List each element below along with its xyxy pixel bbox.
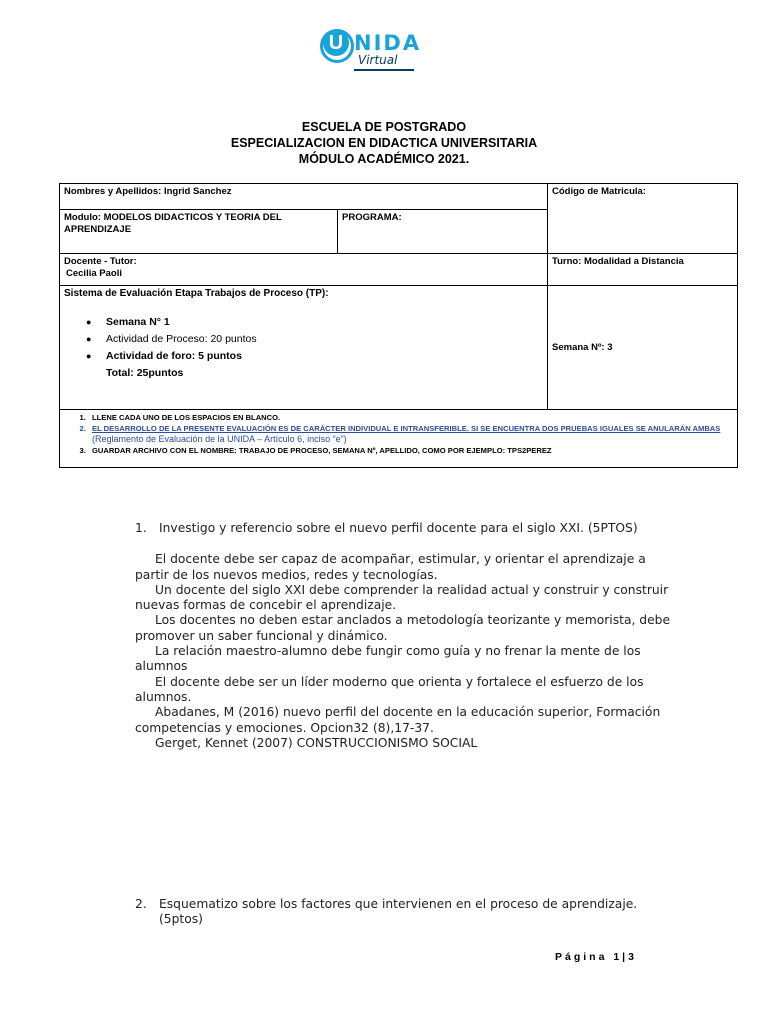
instruction-item: 1. LLENE CADA UNO DE LOS ESPACIOS EN BLANCO. xyxy=(88,412,733,423)
student-info-form xyxy=(59,183,738,468)
heading-school: ESCUELA DE POSTGRADO xyxy=(301,120,467,134)
docente-field[interactable] xyxy=(60,254,548,286)
logo-mark: U xyxy=(323,30,349,56)
paragraph: La relación maestro-alumno debe fungir como guía y no frenar la mente de los alumnos xyxy=(135,644,641,674)
question-two xyxy=(135,897,675,928)
reference: Gerget, Kennet (2007) CONSTRUCCIONISMO SOCIAL xyxy=(155,735,478,750)
question-number: 1. xyxy=(135,521,147,535)
process-activity: Actividad de Proceso: 20 puntos xyxy=(106,333,257,345)
logo-underline xyxy=(354,69,414,71)
question-text: Esquematizo sobre los factores que intervienen en el proceso de aprendizaje. (5ptos) xyxy=(159,897,638,927)
paragraph: Un docente del siglo XXI debe comprender la realidad actual y construir y construir nuevas formas de concebir el aprendizaje. xyxy=(135,582,669,613)
question-number: 2. xyxy=(135,897,147,911)
total-points: Total: 25puntos xyxy=(106,367,184,379)
instruction-reference: (Reglamento de Evaluación de la UNIDA – Artículo 6, inciso “e”) xyxy=(92,434,347,444)
heading-module: MÓDULO ACADÉMICO 2021. xyxy=(298,152,470,166)
turno-field[interactable]: Turno: Modalidad a Distancia xyxy=(548,254,738,286)
evaluation-list xyxy=(64,314,543,382)
modulo-field[interactable]: Modulo: MODELOS DIDACTICOS Y TEORIA DEL APRENDIZAJE xyxy=(60,210,338,254)
reference: Abadanes, M (2016) nuevo perfil del docente en la educación superior, Formación competencias y emociones. Opcion32 (8),17-37. xyxy=(135,705,661,735)
paragraph: El docente debe ser un líder moderno que orienta y fortalece el esfuerzo de los alumnos. xyxy=(135,674,644,704)
heading-specialization: ESPECIALIZACION EN DIDACTICA UNIVERSITARIA xyxy=(230,136,538,150)
docente-name: Cecilia Paoli xyxy=(66,268,122,279)
question-text: Investigo y referencio sobre el nuevo perfil docente para el siglo XXI. (5PTOS) xyxy=(159,521,638,535)
list-item xyxy=(86,365,543,382)
codigo-field[interactable]: Código de Matricula: xyxy=(548,184,738,254)
list-item xyxy=(86,348,543,365)
document-headings xyxy=(0,119,768,167)
unida-virtual-logo xyxy=(318,27,422,73)
question-one xyxy=(135,521,675,536)
logo-subtitle: Virtual xyxy=(358,53,398,67)
paragraph: El docente debe ser capaz de acompañar, estimular, y orientar el aprendizaje a partir de los nuevos medios, redes y tecnologías. xyxy=(135,552,646,582)
instructions-list xyxy=(64,412,733,456)
instruction-item xyxy=(88,423,733,445)
instruction-link[interactable]: EL DESARROLLO DE LA PRESENTE EVALUACIÓN ES DE CARÁCTER INDIVIDUAL E INTRANSFERIBLE. SI SE ENCUENTRA DOS PRUEBAS IGUALES SE ANULARÁN AMBAS xyxy=(92,424,721,433)
list-item xyxy=(86,314,543,331)
paragraph: Los docentes no deben estar anclados a metodología teorizante y memorista, debe promover un saber funcional y dinámico. xyxy=(135,613,671,643)
instruction-item: 3. GUARDAR ARCHIVO CON EL NOMBRE: TRABAJO DE PROCESO, SEMANA Nº, APELLIDO, COMO POR EJEMPLO: TPS2PEREZ xyxy=(88,445,733,456)
nombres-field[interactable]: Nombres y Apellidos: Ingrid Sanchez xyxy=(60,184,548,210)
logo-text: NIDA xyxy=(354,31,422,55)
semana-one: Semana N° 1 xyxy=(106,316,170,328)
forum-activity: Actividad de foro: 5 puntos xyxy=(106,350,242,362)
programa-field[interactable]: PROGRAMA: xyxy=(338,210,548,254)
evaluation-system-label: Sistema de Evaluación Etapa Trabajos de Proceso (TP): xyxy=(64,288,329,299)
evaluation-system-cell xyxy=(60,286,548,410)
semana-field[interactable]: Semana Nº: 3 xyxy=(548,286,738,410)
answer-body xyxy=(135,521,675,751)
docente-label: Docente - Tutor: xyxy=(64,256,137,267)
list-item xyxy=(86,331,543,348)
instructions-cell xyxy=(60,410,738,468)
page-number: Página 1|3 xyxy=(555,951,637,963)
